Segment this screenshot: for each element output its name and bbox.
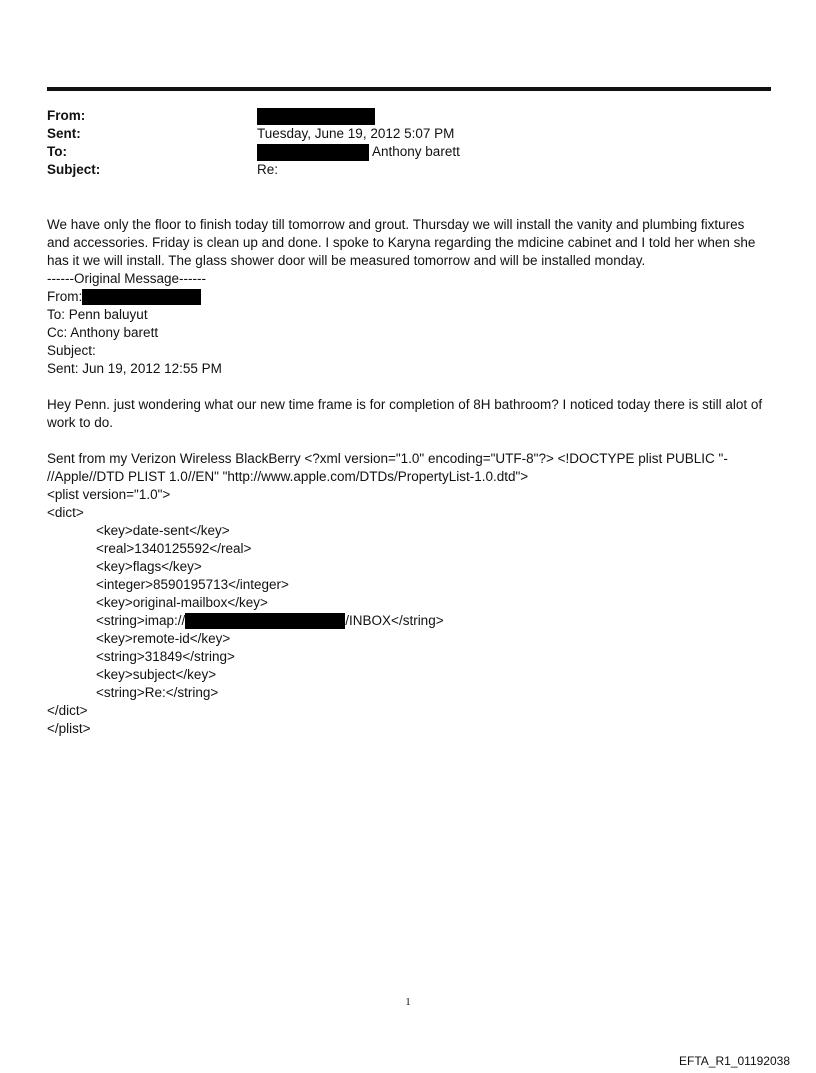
redaction-block xyxy=(82,289,201,305)
sent-value: Tuesday, June 19, 2012 5:07 PM xyxy=(257,126,455,141)
sent-label: Sent: xyxy=(47,126,81,141)
spacer xyxy=(47,432,769,450)
plist-integer-value: <integer>8590195713</integer> xyxy=(96,577,289,592)
dict-open: <dict> xyxy=(47,505,84,520)
header-divider xyxy=(47,87,771,91)
original-message-text: Hey Penn. just wondering what our new time frame is for completion of 8H bathroom? I noticed today there is still alot of work to do. xyxy=(47,397,763,430)
imap-suffix: /INBOX</string> xyxy=(345,613,444,628)
plist-string-remote-id: <string>31849</string> xyxy=(96,649,235,664)
plist-string-subject: <string>Re:</string> xyxy=(96,685,219,700)
plist-key-subject: <key>subject</key> xyxy=(96,667,217,682)
plist-key-original-mailbox: <key>original-mailbox</key> xyxy=(96,595,268,610)
subject-value: Re: xyxy=(257,162,279,177)
original-message-marker: ------Original Message------ xyxy=(47,271,206,286)
plist-key-date-sent: <key>date-sent</key> xyxy=(96,523,230,538)
redaction-block xyxy=(257,108,375,125)
spacer xyxy=(47,378,769,396)
email-body xyxy=(47,216,769,738)
plist-key-flags: <key>flags</key> xyxy=(96,559,202,574)
from-value-redacted xyxy=(257,107,375,125)
redaction-block xyxy=(185,613,345,629)
original-sent-line: Sent: Jun 19, 2012 12:55 PM xyxy=(47,361,222,376)
document-id: EFTA_R1_01192038 xyxy=(679,1054,790,1068)
redaction-block xyxy=(257,144,369,161)
plist-close: </plist> xyxy=(47,721,91,736)
to-recipient: Anthony barett xyxy=(372,144,460,159)
plist-real-value: <real>1340125592</real> xyxy=(96,541,252,556)
imap-prefix: <string>imap:// xyxy=(96,613,186,628)
original-cc-line: Cc: Anthony barett xyxy=(47,325,159,340)
reply-paragraph: We have only the floor to finish today till tomorrow and grout. Thursday we will install the vanity and plumbing fixtures and accessories. Friday is clean up and done. I spoke to Karyna regarding the mdicine cabinet and I told her when she has it we will install. The glass shower door will be measured tomorrow and will be installed monday. xyxy=(47,217,756,268)
plist-open: <plist version="1.0"> xyxy=(47,487,171,502)
to-label: To: xyxy=(47,144,67,159)
original-from-label: From: xyxy=(47,289,83,304)
signature-line: Sent from my Verizon Wireless BlackBerry <?xml version="1.0" encoding="UTF-8"?> <!DOCTYPE plist PUBLIC "- xyxy=(47,451,728,466)
to-value xyxy=(257,143,460,161)
original-subject-line: Subject: xyxy=(47,343,96,358)
plist-key-remote-id: <key>remote-id</key> xyxy=(96,631,231,646)
original-from-row xyxy=(47,288,769,306)
page-number: 1 xyxy=(405,996,411,1008)
plist-string-imap xyxy=(47,612,769,630)
signature-line: //Apple//DTD PLIST 1.0//EN" "http://www.apple.com/DTDs/PropertyList-1.0.dtd"> xyxy=(47,469,529,484)
dict-close: </dict> xyxy=(47,703,88,718)
subject-label: Subject: xyxy=(47,162,101,177)
from-label: From: xyxy=(47,108,86,123)
original-to-line: To: Penn baluyut xyxy=(47,307,148,322)
